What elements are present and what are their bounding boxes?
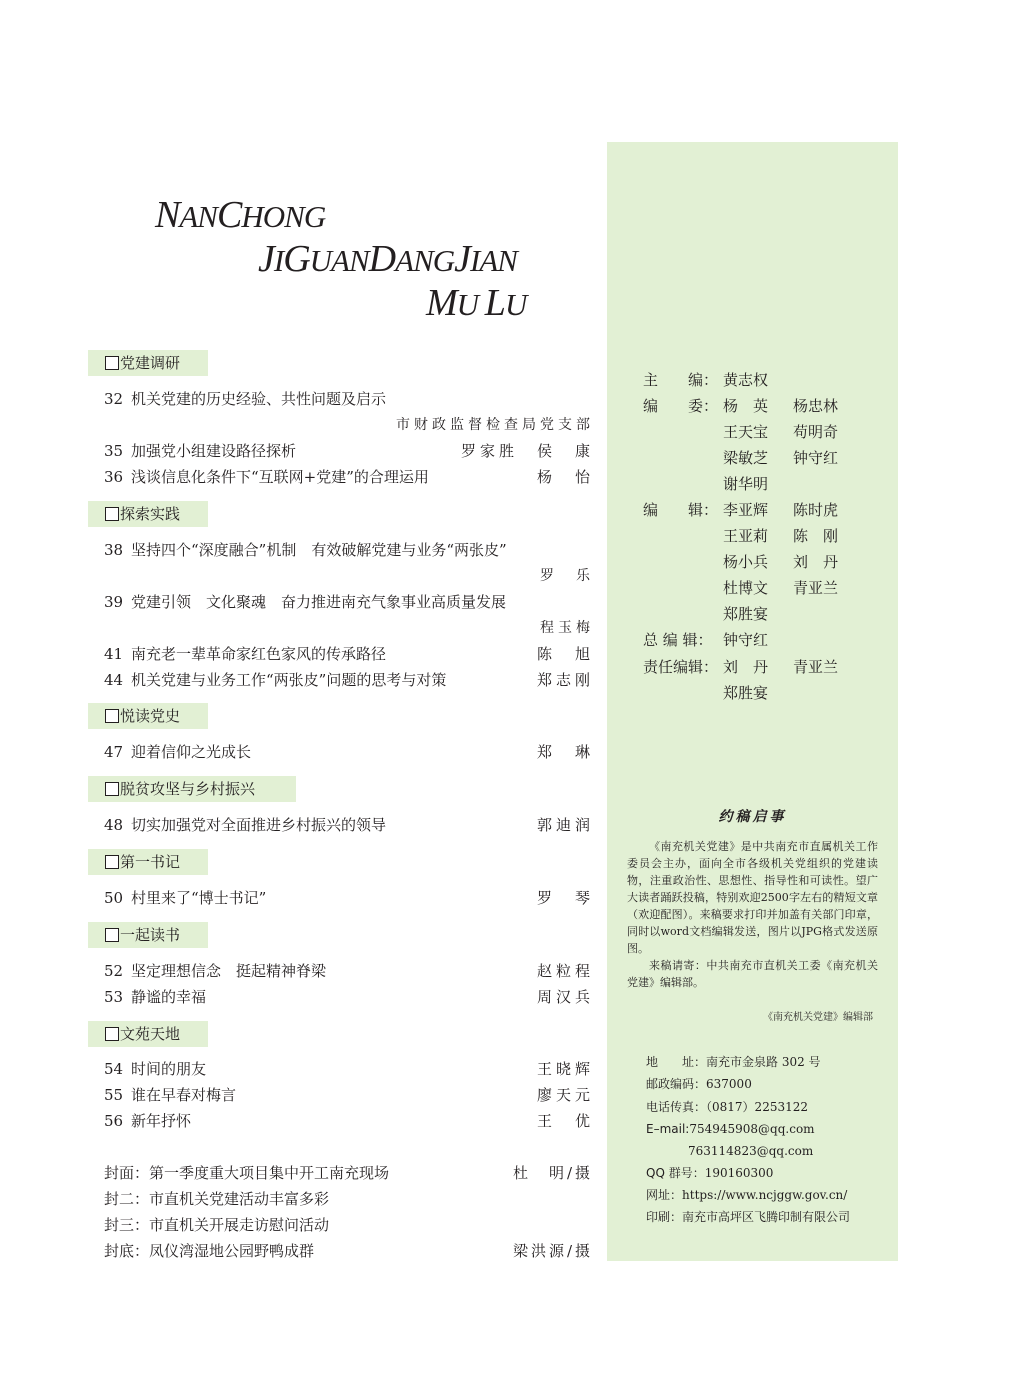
- staff-board-cont: 王天宝 苟明奇: [723, 423, 839, 441]
- staff-general-editor: 总 编 辑： 钟守红: [643, 631, 769, 649]
- contact-website[interactable]: 网址：https://www.ncjggw.gov.cn/: [646, 1188, 848, 1202]
- section-header: 一起读书: [88, 922, 208, 948]
- staff-editors-cont: 郑胜宴: [723, 605, 769, 623]
- contact-email-2: 763114823@qq.com: [688, 1144, 814, 1158]
- toc-item[interactable]: 35 加强党小组建设路径探析 罗家胜 侯 康: [104, 442, 594, 460]
- contact-postcode: 邮政编码：637000: [646, 1077, 752, 1091]
- toc-item[interactable]: 48 切实加强党对全面推进乡村振兴的领导 郭迪润: [104, 816, 594, 834]
- toc-item[interactable]: 55 谁在早春对梅言 廖天元: [104, 1086, 594, 1104]
- toc-author: 罗 乐: [540, 568, 594, 584]
- toc-item[interactable]: 38 坚持四个“深度融合”机制 有效破解党建与业务“两张皮”: [104, 541, 507, 559]
- contact-address: 地 址：南充市金泉路 302 号: [646, 1055, 821, 1069]
- notice-paragraph: 来稿请寄：中共南充市直机关工委《南充机关党建》编辑部。: [627, 959, 878, 989]
- toc-item[interactable]: 32 机关党建的历史经验、共性问题及启示: [104, 390, 387, 408]
- section-header: 党建调研: [88, 350, 208, 376]
- toc-item[interactable]: 54 时间的朋友 王晓辉: [104, 1060, 594, 1078]
- toc-author: 市财政监督检查局党支部: [396, 417, 594, 433]
- contact-phone: 电话传真：（0817）2253122: [646, 1100, 808, 1114]
- staff-board-cont: 谢华明: [723, 475, 769, 493]
- notice-body: [627, 838, 878, 991]
- staff-board: 编 委： 杨 英 杨忠林: [643, 397, 839, 415]
- notice-paragraph: 《南充机关党建》是中共南充市直属机关工作委员会主办，面向全市各级机关党组织的党建读物，注重政治性、思想性、指导性和可读性。望广大读者踊跃投稿，特别欢迎2500字左右的精短文章（欢迎配图）。来稿要求打印并加盖有关部门印章，同时以word文档编辑发送，图片以JPG格式发送原图。: [627, 840, 878, 955]
- cover-credit-line: 封底：凤仪湾湿地公园野鸭成群 梁洪源/摄: [104, 1242, 593, 1260]
- toc-item[interactable]: 53 静谧的幸福 周汉兵: [104, 988, 594, 1006]
- contact-printer: 印刷：南充市高坪区飞腾印制有限公司: [646, 1210, 851, 1224]
- staff-chief-editor: 主 编： 黄志权: [643, 371, 769, 389]
- staff-editors: 编 辑： 李亚辉 陈时虎: [643, 501, 839, 519]
- staff-board-cont: 梁敏芝 钟守红: [723, 449, 839, 467]
- section-header: 第一书记: [88, 849, 208, 875]
- masthead-line1: NANCHONG: [155, 194, 326, 236]
- section-header: 文苑天地: [88, 1021, 208, 1047]
- masthead-line3: MU LU: [426, 282, 527, 324]
- section-header: 悦读党史: [88, 703, 208, 729]
- toc-item[interactable]: 52 坚定理想信念 挺起精神脊梁 赵粒程: [104, 962, 594, 980]
- contact-email: E–mail:754945908@qq.com: [646, 1122, 815, 1136]
- toc-item[interactable]: 41 南充老一辈革命家红色家风的传承路径 陈 旭: [104, 645, 594, 663]
- cover-credit-line: 封三：市直机关开展走访慰问活动: [104, 1216, 330, 1234]
- staff-editors-cont: 杨小兵 刘 丹: [723, 553, 839, 571]
- cover-credit-line: 封二：市直机关党建活动丰富多彩: [104, 1190, 330, 1208]
- notice-title: 约稿启事: [718, 809, 787, 825]
- staff-editors-cont: 王亚莉 陈 刚: [723, 527, 839, 545]
- toc-item[interactable]: 39 党建引领 文化聚魂 奋力推进南充气象事业高质量发展: [104, 593, 507, 611]
- staff-resp-editor-cont: 郑胜宴: [723, 684, 769, 702]
- staff-resp-editor: 责任编辑： 刘 丹 青亚兰: [643, 658, 839, 676]
- contact-qq: QQ 群号：190160300: [646, 1166, 774, 1180]
- toc-item[interactable]: 36 浅谈信息化条件下“互联网+党建”的合理运用 杨 怡: [104, 468, 594, 486]
- cover-credit-line: 封面：第一季度重大项目集中开工南充现场 杜 明/摄: [104, 1164, 593, 1182]
- toc-author: 程玉梅: [540, 620, 594, 636]
- section-header: 探索实践: [88, 501, 208, 527]
- toc-item[interactable]: 47 迎着信仰之光成长 郑 琳: [104, 743, 594, 761]
- toc-item[interactable]: 56 新年抒怀 王 优: [104, 1112, 594, 1130]
- staff-editors-cont: 杜博文 青亚兰: [723, 579, 839, 597]
- toc-item[interactable]: 50 村里来了“博士书记” 罗 琴: [104, 889, 594, 907]
- toc-item[interactable]: 44 机关党建与业务工作“两张皮”问题的思考与对策 郑志刚: [104, 671, 594, 689]
- notice-signature: 《南充机关党建》编辑部: [763, 1012, 873, 1023]
- masthead-line2: JIGUANDANGJIAN: [258, 238, 517, 280]
- section-header: 脱贫攻坚与乡村振兴: [88, 776, 296, 802]
